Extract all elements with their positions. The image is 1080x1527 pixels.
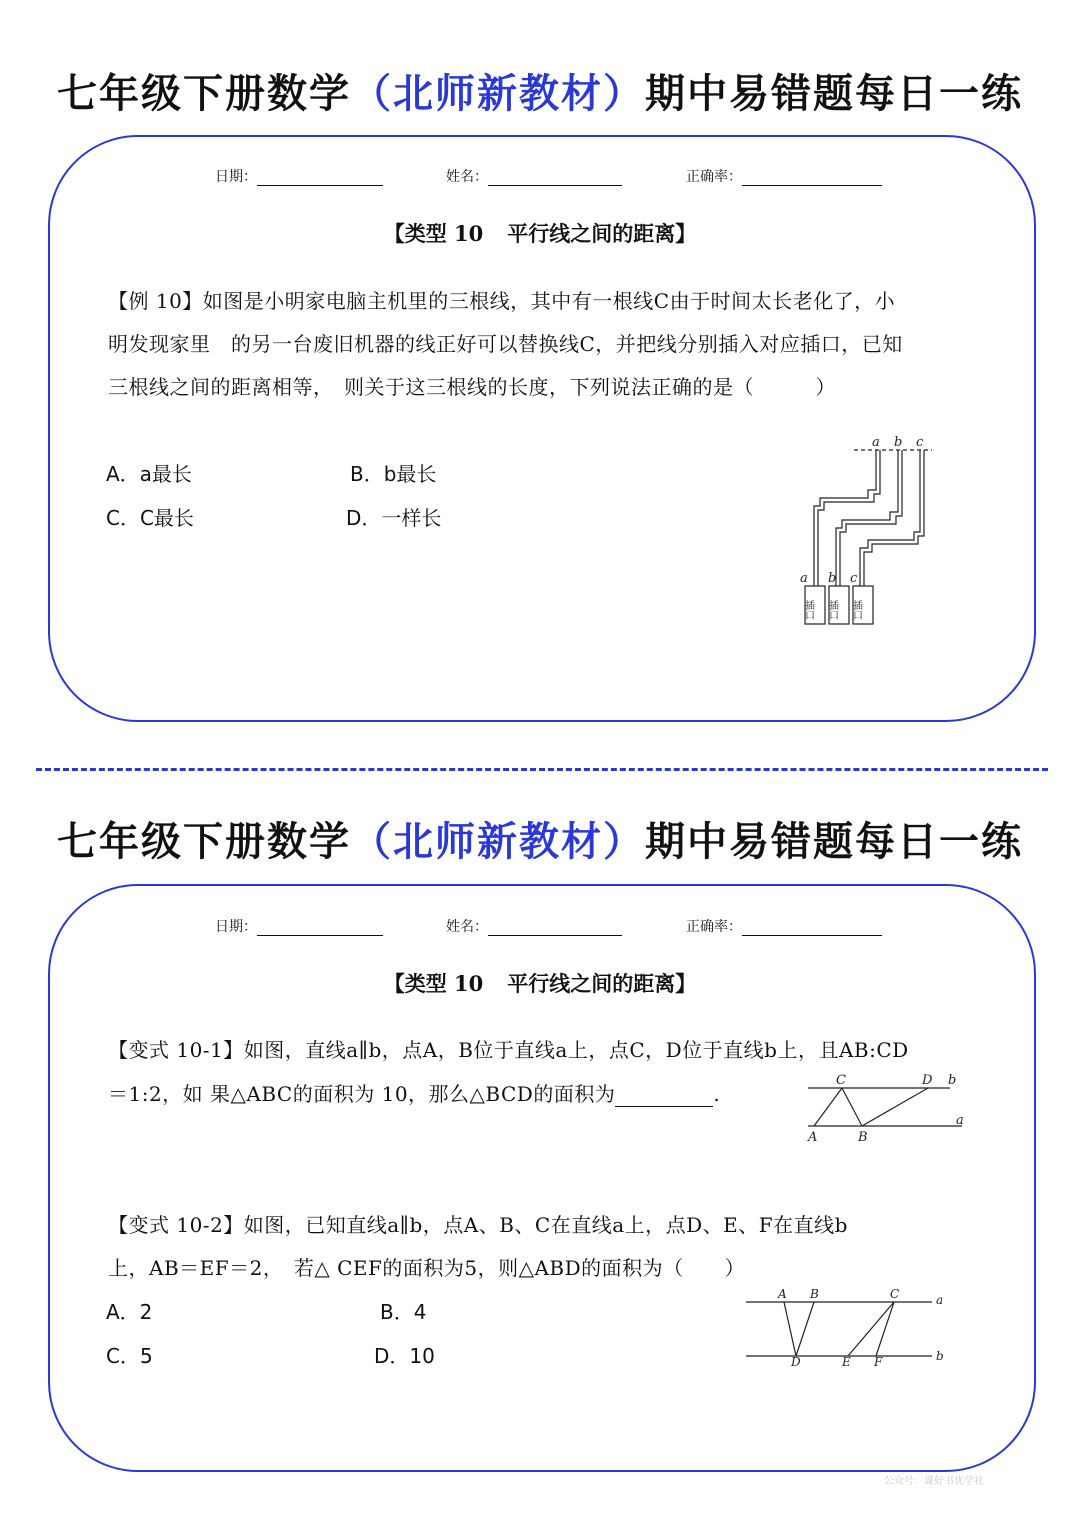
point-d: D (922, 1073, 933, 1088)
label-b: b (936, 1349, 944, 1363)
name-field-bottom[interactable]: 姓名： (446, 916, 622, 936)
watermark: 公众号：课好书优学社 (884, 1476, 984, 1487)
name-field-top[interactable]: 姓名： (446, 166, 622, 186)
accuracy-field-top[interactable]: 正确率： (686, 166, 882, 186)
page-divider (36, 768, 1048, 771)
parallel-triangle-figure-2 (740, 1286, 955, 1372)
label-a: a (956, 1113, 964, 1128)
label-b: b (948, 1073, 957, 1088)
point-d: D (791, 1355, 801, 1369)
point-c: C (836, 1073, 846, 1088)
variant1-text-line1: 【变式 10-1】如图，直线a∥b，点A，B位于直线a上，点C，D位于直线b上，且AB:CD (108, 1038, 909, 1062)
point-b: B (810, 1287, 819, 1301)
type-heading-bottom: 【类型 10 平行线之间的距离】 (383, 971, 697, 996)
plug-text-c: 插口 (850, 600, 862, 620)
example-option-b[interactable]: B．b最长 (350, 462, 437, 486)
wire-a (814, 450, 876, 586)
example-text-line2: 明发现家里 的另一台废旧机器的线正好可以替换线C，并把线分别插入对应插口，已知 (108, 332, 903, 356)
accuracy-field-bottom[interactable]: 正确率： (686, 916, 882, 936)
wire-b (836, 450, 898, 586)
example-option-c[interactable]: C．C最长 (106, 506, 194, 530)
variant2-option-d[interactable]: D．10 (374, 1344, 435, 1368)
example-option-d[interactable]: D．一样长 (346, 506, 442, 530)
variant1-text-line2: ＝1:2，如 果△ABC的面积为 10，那么△BCD的面积为 . (108, 1082, 721, 1106)
variant2-option-b[interactable]: B．4 (380, 1300, 427, 1324)
point-f: F (874, 1355, 883, 1369)
parallel-triangle-figure-1 (800, 1068, 970, 1148)
example-text-line1: 【例 10】如图是小明家电脑主机里的三根线，其中有一根线C由于时间太长老化了，小 (108, 289, 896, 313)
plug-label-b: b (828, 571, 837, 586)
top-label-a: a (872, 435, 880, 450)
point-e: E (842, 1355, 851, 1369)
cable-figure (790, 430, 940, 632)
example-text-line3: 三根线之间的距离相等， 则关于这三根线的长度，下列说法正确的是（ ） (108, 375, 836, 399)
variant2-option-a[interactable]: A．2 (106, 1300, 153, 1324)
answer-blank[interactable] (615, 1088, 713, 1107)
page-title-top: 七年级下册数学（北师新教材）期中易错题每日一练 (57, 71, 1023, 117)
variant2-text-line2: 上，AB＝EF＝2， 若△ CEF的面积为5，则△ABD的面积为（ ） (108, 1256, 746, 1280)
point-b: B (858, 1130, 868, 1145)
date-field-bottom[interactable]: 日期： (215, 916, 383, 936)
date-field-top[interactable]: 日期： (215, 166, 383, 186)
top-label-c: c (916, 435, 924, 450)
variant2-option-c[interactable]: C．5 (106, 1344, 153, 1368)
plug-text-a: 插口 (802, 600, 814, 620)
point-c: C (890, 1287, 900, 1301)
point-a: A (808, 1130, 818, 1145)
type-heading-top: 【类型 10 平行线之间的距离】 (383, 221, 697, 246)
point-a: A (778, 1287, 787, 1301)
page-title-bottom: 七年级下册数学（北师新教材）期中易错题每日一练 (57, 819, 1023, 865)
example-option-a[interactable]: A．a最长 (106, 462, 192, 486)
plug-label-c: c (850, 571, 858, 586)
plug-text-b: 插口 (826, 600, 838, 620)
label-a: a (936, 1293, 944, 1307)
top-label-b: b (894, 435, 903, 450)
variant2-text-line1: 【变式 10-2】如图，已知直线a∥b，点A、B、C在直线a上，点D、E、F在直线b (108, 1213, 848, 1237)
plug-label-a: a (800, 571, 808, 586)
